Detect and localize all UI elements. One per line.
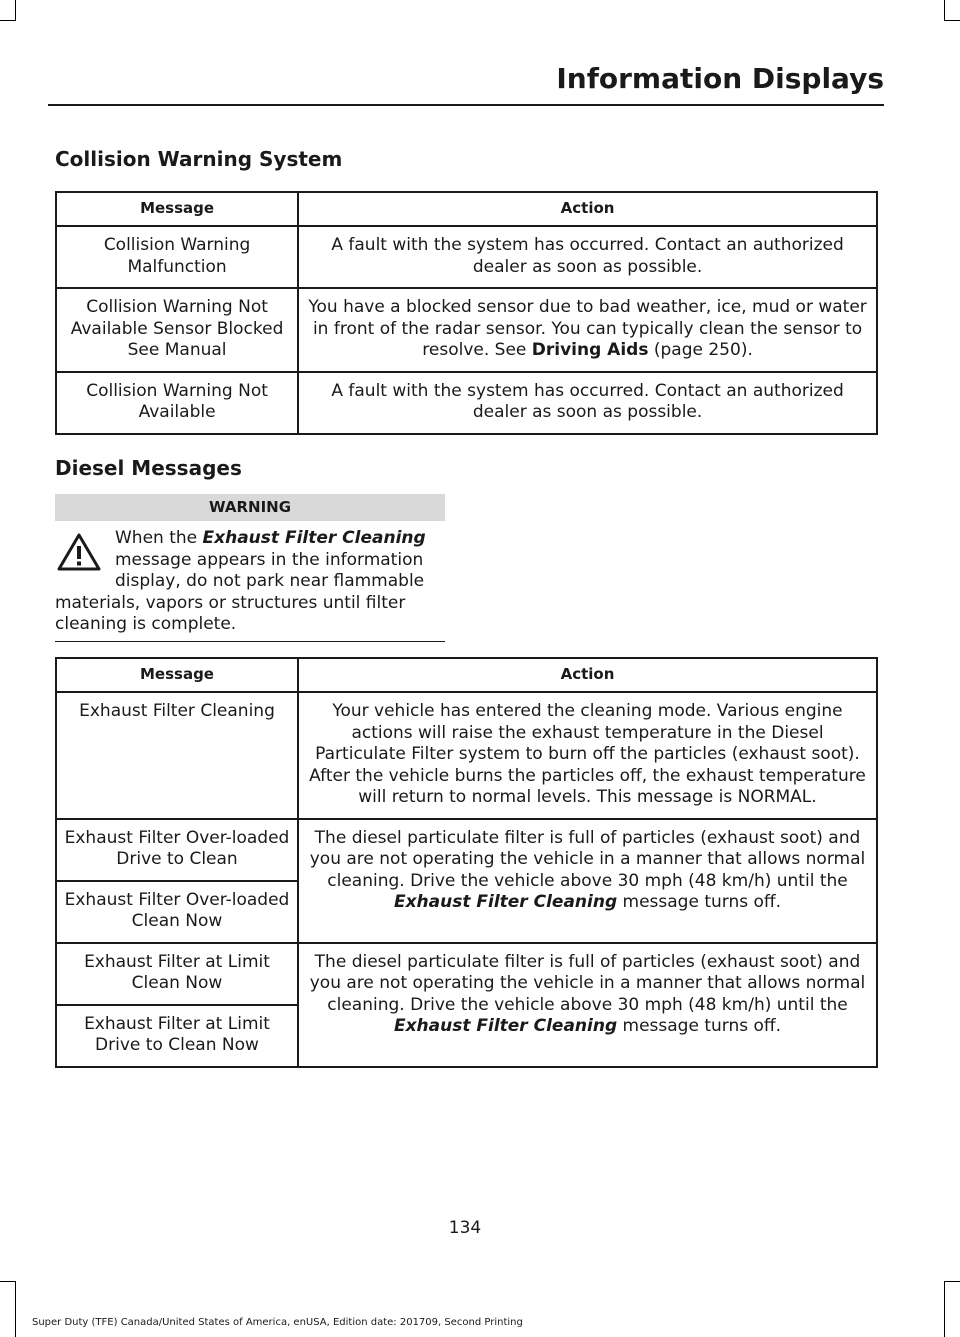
- action-text: (page 250).: [648, 340, 753, 360]
- warning-text-part: message appears in the information display, do not park near flammable materials, vapors or structures until filter cleaning is complete.: [55, 549, 425, 634]
- action-cell: [298, 288, 877, 372]
- table-header-row: [56, 658, 877, 692]
- warning-emphasis: Exhaust Filter Cleaning: [202, 528, 426, 548]
- warning-rule: [55, 641, 445, 642]
- page-number: 134: [448, 1218, 482, 1238]
- action-cell: A fault with the system has occurred. Contact an authorized dealer as soon as possible.: [298, 226, 877, 288]
- crop-mark: [15, 1281, 16, 1337]
- table-row: [56, 692, 877, 819]
- table-row: [56, 372, 877, 434]
- section-title-diesel: Diesel Messages: [55, 456, 242, 480]
- crop-mark: [15, 0, 16, 20]
- section-title-collision: Collision Warning System: [55, 147, 343, 171]
- message-cell: Collision Warning Not Available Sensor Blocked See Manual: [56, 288, 298, 372]
- action-cell: [298, 943, 877, 1067]
- page-title: Information Displays: [556, 62, 884, 95]
- table-row: [56, 226, 877, 288]
- warning-label: WARNING: [55, 494, 445, 521]
- crop-mark: [944, 20, 960, 21]
- header-rule: [48, 104, 884, 106]
- column-header-action: Action: [298, 658, 877, 692]
- action-text: The diesel particulate filter is full of particles (exhaust soot) and you are not operating the vehicle in a manner that allows normal cleaning. Drive the vehicle above 30 mph (48 km/h) until the: [309, 951, 866, 1015]
- crop-mark: [0, 1281, 16, 1282]
- column-header-action: Action: [298, 192, 877, 226]
- action-cell: Your vehicle has entered the cleaning mode. Various engine actions will raise the exhaust temperature in the Diesel Particulate Filter system to burn off the particles (exhaust soot). After the vehicle burns the particles off, the exhaust temperature will return to normal levels. This message is NORMAL.: [298, 692, 877, 819]
- column-header-message: Message: [56, 658, 298, 692]
- crop-mark: [0, 20, 16, 21]
- action-text: The diesel particulate filter is full of particles (exhaust soot) and you are not operating the vehicle in a manner that allows normal cleaning. Drive the vehicle above 30 mph (48 km/h) until the: [309, 827, 866, 891]
- message-cell: Exhaust Filter Cleaning: [56, 692, 298, 819]
- driving-aids-link[interactable]: Driving Aids: [531, 340, 649, 360]
- warning-text-part: When the: [115, 528, 203, 548]
- action-text: You have a blocked sensor due to bad weather, ice, mud or water in front of the radar sensor. You can typically clean the sensor to resolve. See: [308, 297, 867, 360]
- table-header-row: [56, 192, 877, 226]
- message-cell: Exhaust Filter at Limit Clean Now: [56, 943, 298, 1005]
- table-row: [56, 819, 877, 881]
- action-text: message turns off.: [617, 1016, 782, 1036]
- action-cell: [298, 819, 877, 943]
- action-cell: A fault with the system has occurred. Contact an authorized dealer as soon as possible.: [298, 372, 877, 434]
- crop-mark: [944, 0, 945, 20]
- message-cell: Exhaust Filter at Limit Drive to Clean Now: [56, 1005, 298, 1067]
- message-cell: Collision Warning Malfunction: [56, 226, 298, 288]
- message-cell: Collision Warning Not Available: [56, 372, 298, 434]
- action-emphasis: Exhaust Filter Cleaning: [393, 892, 618, 912]
- footer-edition-text: Super Duty (TFE) Canada/United States of America, enUSA, Edition date: 201709, Second Printing: [32, 1317, 523, 1328]
- diesel-message-table: [55, 657, 878, 1068]
- action-text: message turns off.: [617, 892, 782, 912]
- warning-text: [55, 528, 445, 636]
- action-emphasis: Exhaust Filter Cleaning: [393, 1016, 618, 1036]
- message-cell: Exhaust Filter Over-loaded Clean Now: [56, 881, 298, 943]
- crop-mark: [944, 1281, 960, 1282]
- table-row: [56, 943, 877, 1005]
- crop-mark: [944, 1281, 945, 1337]
- column-header-message: Message: [56, 192, 298, 226]
- collision-message-table: [55, 191, 878, 435]
- table-row: [56, 288, 877, 372]
- message-cell: Exhaust Filter Over-loaded Drive to Clean: [56, 819, 298, 881]
